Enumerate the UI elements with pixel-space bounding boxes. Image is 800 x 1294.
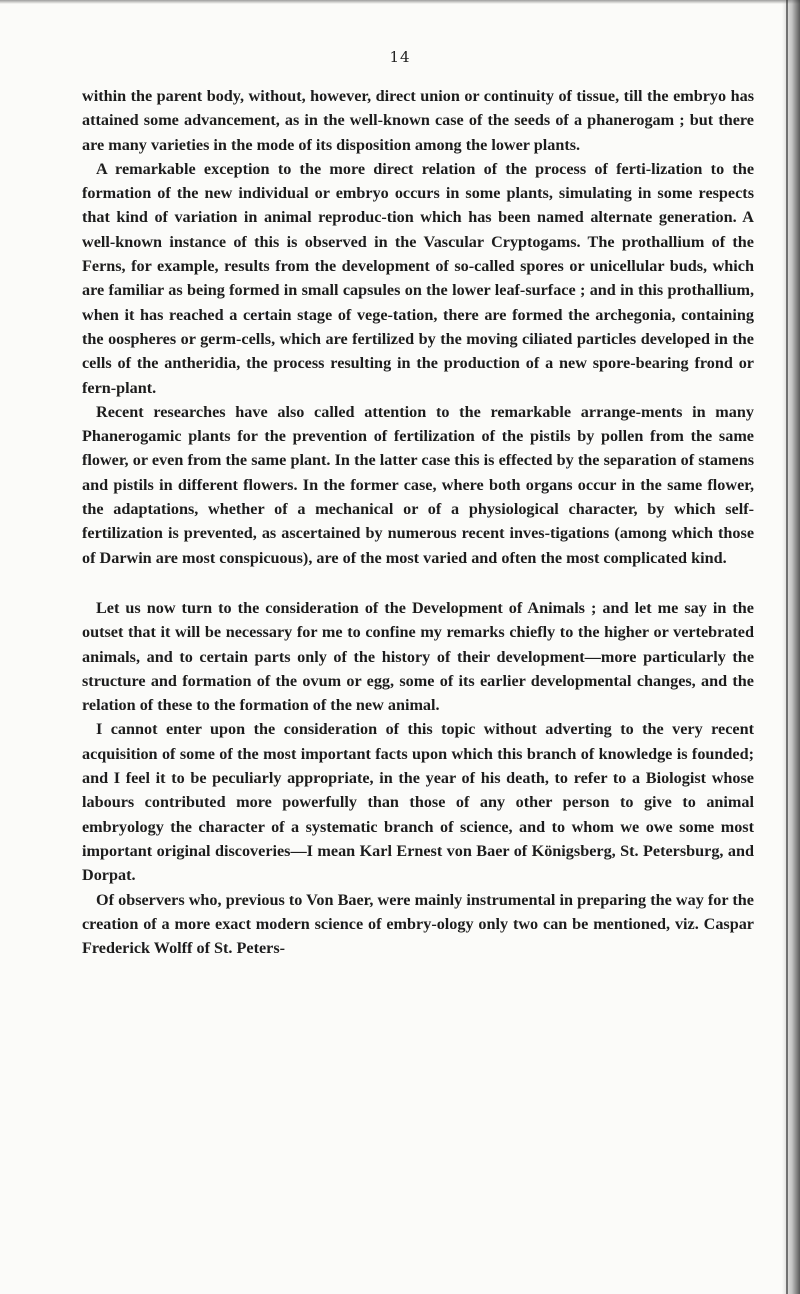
- paragraph: Of observers who, previous to Von Baer, were mainly instrumental in preparing the way for the creation of a more exact modern science of embry-ology only two can be mentioned, viz. Caspar Frederick Wolff of St. Peters-: [82, 890, 754, 958]
- page-number: 14: [389, 48, 411, 66]
- paragraph: Recent researches have also called attention to the remarkable arrange-ments in many Phanerogamic plants for the prevention of fertilization of the pistils by pollen from the same flower, or even from the same plant. In the latter case this is effected by the separation of stamens and pistils in different flowers. In the former case, where both organs occur in the same flower, the adaptations, whether of a mechanical or of a physiological character, by which self-fertilization is prevented, as ascertained by numerous recent inves-tigations (among which those of Darwin are most conspicuous), are of the most varied and often the most complicated kind.: [82, 402, 754, 567]
- paragraph: within the parent body, without, however, direct union or continuity of tissue, till the embryo has attained some advancement, as in the well-known case of the seeds of a phanerogam ; but there are many varieties in the mode of its disposition among the lower plants.: [82, 87, 754, 154]
- body-text: [82, 84, 754, 960]
- binding-edge-line: [786, 0, 788, 1294]
- paragraph: Let us now turn to the consideration of the Development of Animals ; and let me say in the outset that it will be necessary for me to confine my remarks chiefly to the higher or vertebrated animals, and to certain parts only of the history of their development—more particularly the structure and formation of the ovum or egg, some of its earlier developmental changes, and the relation of these to the formation of the new animal.: [82, 598, 754, 715]
- paragraph: A remarkable exception to the more direct relation of the process of ferti-lization to the formation of the new individual or embryo occurs in some plants, simulating in some respects that kind of variation in animal reproduc-tion which has been named alternate generation. A well-known instance of this is observed in the Vascular Cryptogams. The prothallium of the Ferns, for example, results from the development of so-called spores or unicellular buds, which are familiar as being formed in small capsules on the lower leaf-surface ; and in this prothallium, when it has reached a certain stage of vege-tation, there are formed the archegonia, containing the oospheres or germ-cells, which are fertilized by the moving ciliated particles developed in the cells of the antheridia, the process resulting in the production of a new spore-bearing frond or fern-plant.: [82, 159, 754, 397]
- top-edge-shadow: [0, 0, 800, 4]
- section-gap: [82, 570, 754, 596]
- paragraph: I cannot enter upon the consideration of this topic without adverting to the very recent acquisition of some of the most important facts upon which this branch of knowledge is founded; and I feel it to be peculiarly appropriate, in the year of his death, to refer to a Biologist whose labours contributed more powerfully than those of any other person to give to animal embryology the character of a systematic branch of science, and to whom we owe some most important original discoveries—I mean Karl Ernest von Baer of Königsberg, St. Petersburg, and Dorpat.: [82, 720, 754, 885]
- binding-edge-shadow: [782, 0, 800, 1294]
